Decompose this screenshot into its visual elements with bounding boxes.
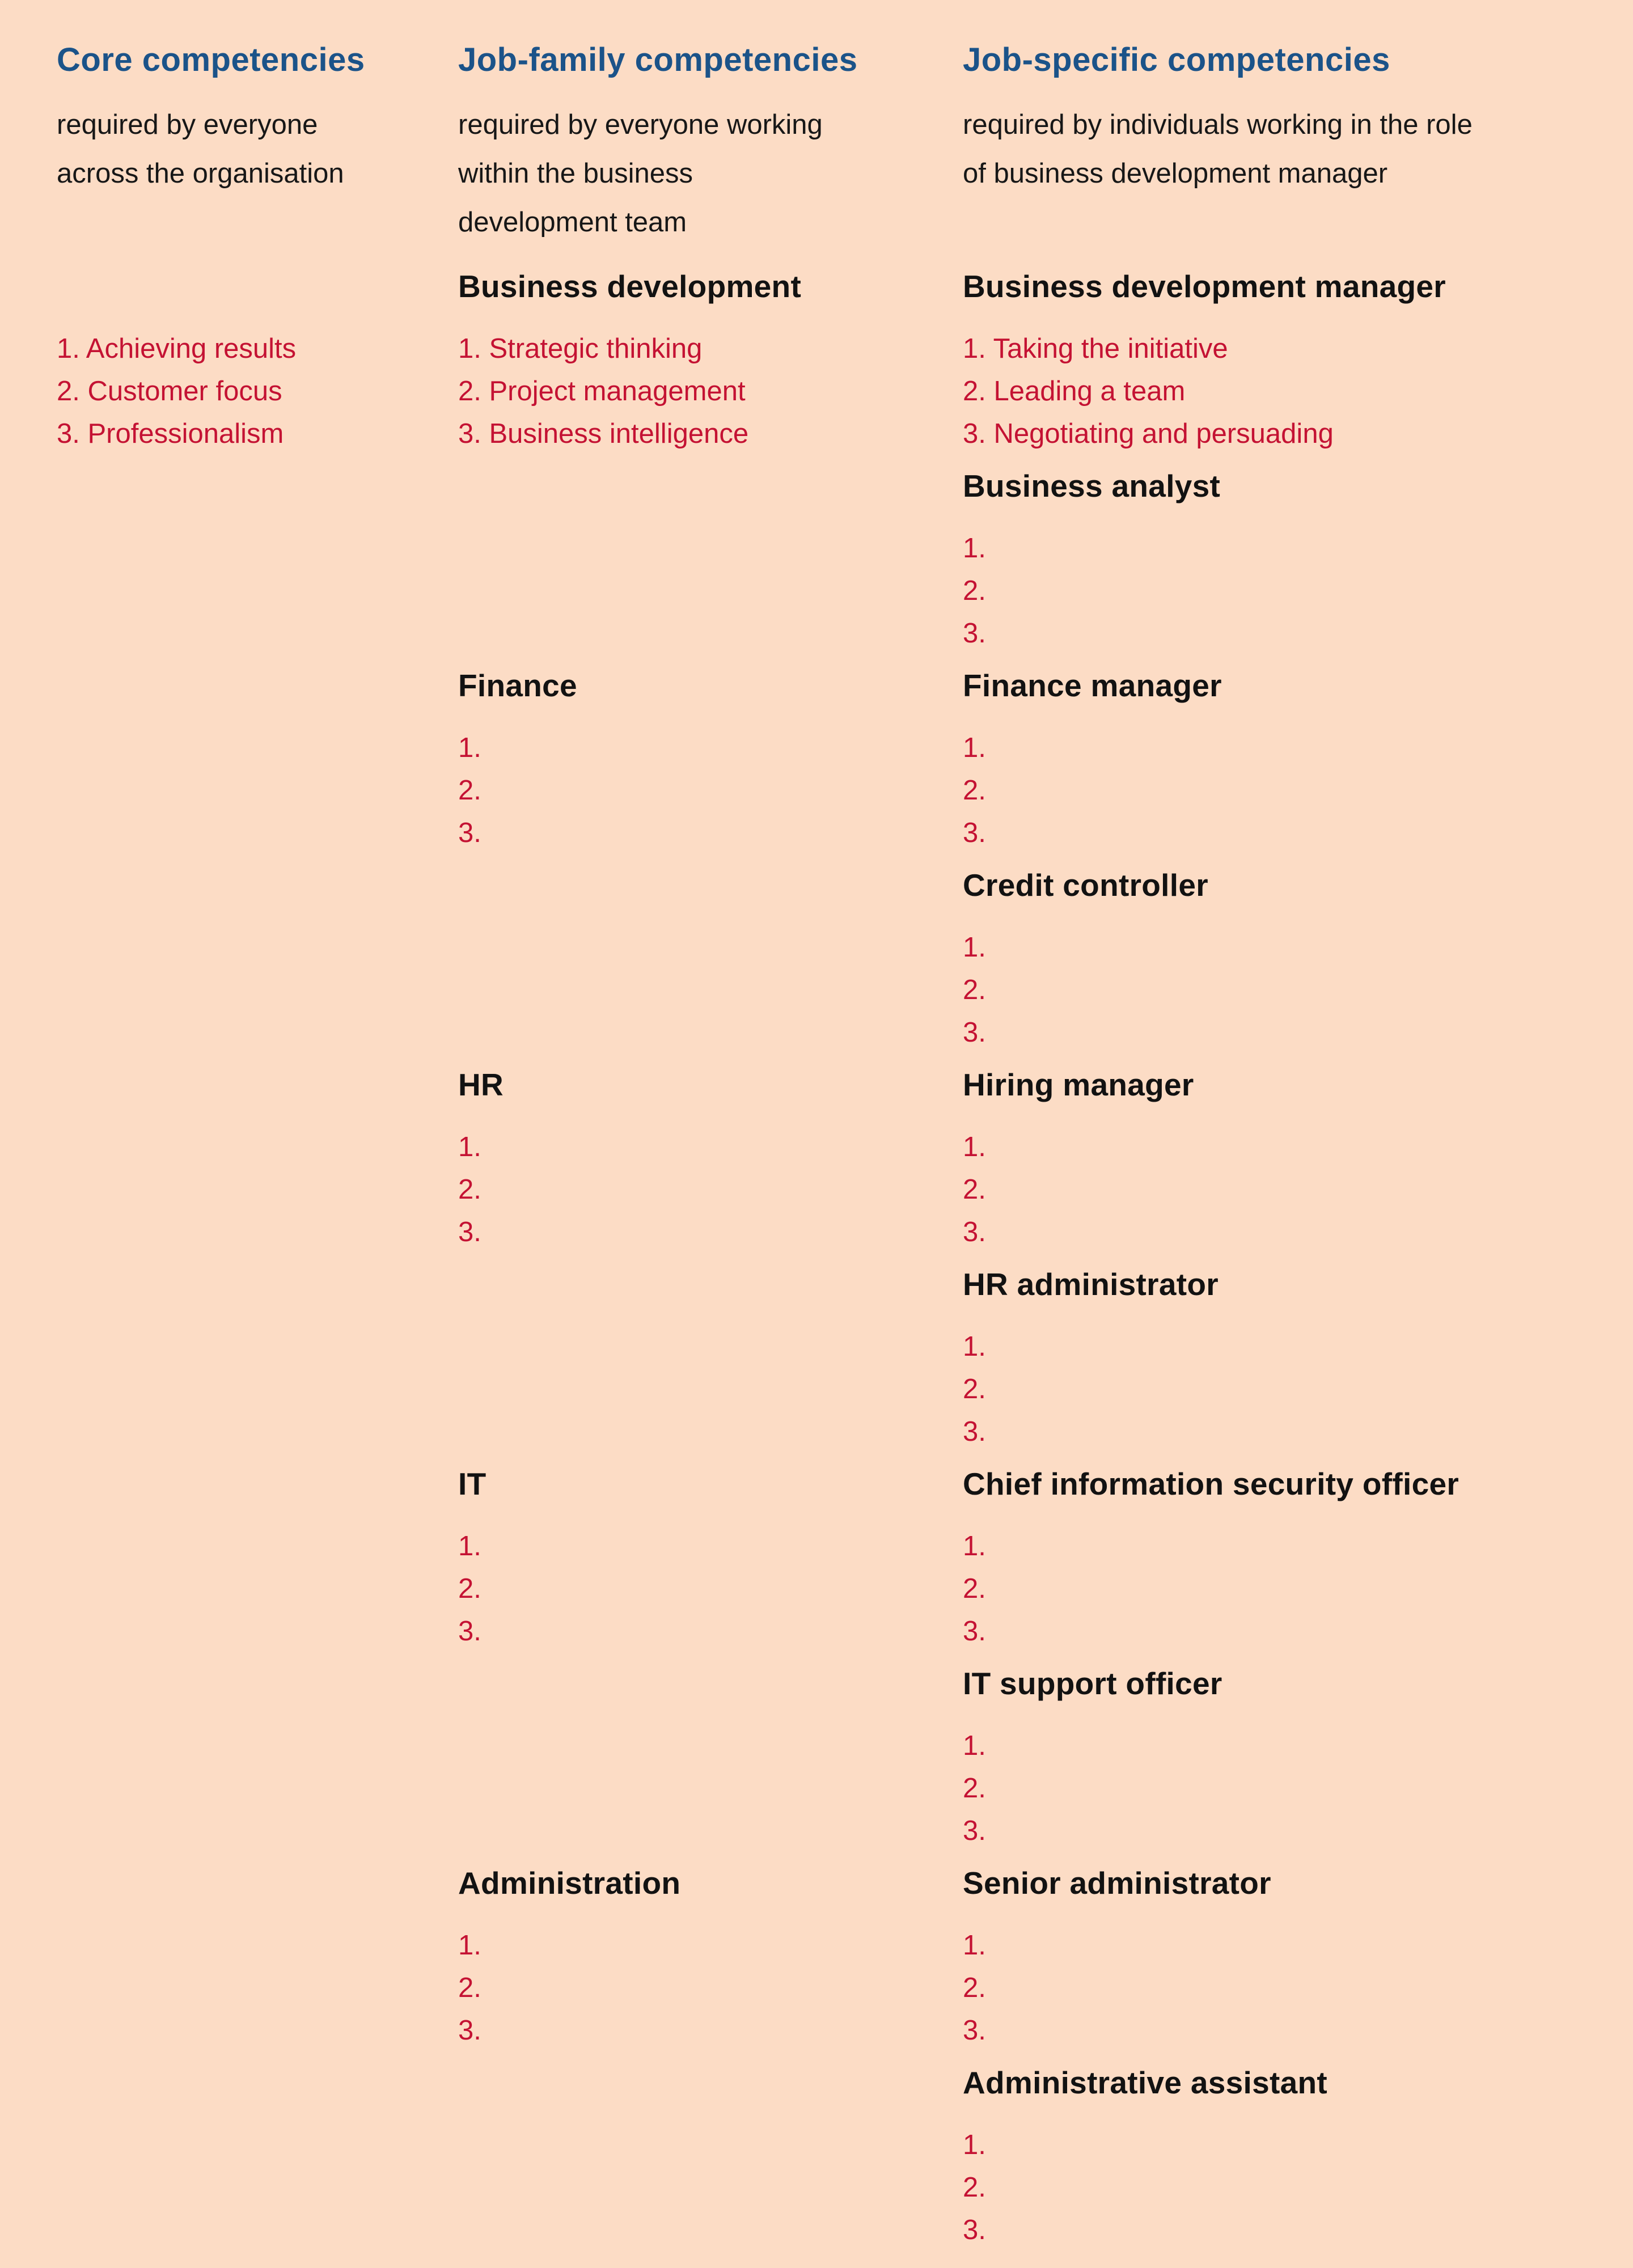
list-item: 2. <box>458 1174 481 1205</box>
list-item: 3. <box>458 2015 481 2046</box>
role-list-business-analyst <box>963 527 1633 655</box>
role-list-hiring-manager <box>963 1126 1633 1254</box>
role-heading-senior-administrator: Senior administrator <box>963 1865 1271 1901</box>
core-competencies-title: Core competencies <box>57 41 365 78</box>
role-block-business-development-manager <box>963 268 1633 467</box>
list-item: 1. <box>458 1531 481 1562</box>
list-item: 2. <box>963 1973 986 2003</box>
job-specific-competencies-subtitle: required by individuals working in the role of business development manager <box>963 109 1473 189</box>
list-item: 3. <box>963 1017 986 1048</box>
family-block-business-development <box>458 268 963 667</box>
family-block-administration <box>458 1864 963 2263</box>
core-competencies-block <box>57 268 458 2263</box>
list-item: 3. Negotiating and persuading <box>963 418 1334 449</box>
list-item: 2. <box>963 2172 986 2203</box>
list-item: 3. Professionalism <box>57 418 284 449</box>
role-heading-it-support-officer: IT support officer <box>963 1666 1222 1701</box>
job-family-competencies-header <box>458 41 963 268</box>
list-item: 1. <box>963 533 986 564</box>
role-heading-hr-administrator: HR administrator <box>963 1267 1219 1302</box>
role-heading-administrative-assistant: Administrative assistant <box>963 2065 1327 2100</box>
role-list-senior-administrator <box>963 1924 1633 2052</box>
list-item: 1. Achieving results <box>57 333 297 364</box>
role-heading-credit-controller: Credit controller <box>963 868 1208 903</box>
list-item: 2. <box>458 775 481 806</box>
list-item: 2. <box>963 1374 986 1404</box>
list-item: 2. <box>963 1174 986 1205</box>
role-list-business-development-manager <box>963 328 1633 455</box>
core-competencies-heading-spacer <box>57 268 458 305</box>
list-item: 3. <box>963 1416 986 1447</box>
role-heading-hiring-manager: Hiring manager <box>963 1067 1194 1102</box>
role-list-finance-manager <box>963 727 1633 854</box>
list-item: 2. <box>963 975 986 1005</box>
role-heading-business-analyst: Business analyst <box>963 468 1221 503</box>
list-item: 3. <box>458 1616 481 1647</box>
list-item: 3. Business intelligence <box>458 418 749 449</box>
role-block-chief-information-security-officer <box>963 1465 1633 1665</box>
role-block-credit-controller <box>963 866 1633 1066</box>
list-item: 3. <box>963 2015 986 2046</box>
list-item: 3. <box>458 818 481 848</box>
list-item: 3. <box>963 1616 986 1647</box>
family-list-it <box>458 1525 963 1653</box>
role-block-hiring-manager <box>963 1066 1633 1266</box>
list-item: 1. <box>963 932 986 963</box>
list-item: 3. <box>458 1217 481 1247</box>
role-block-it-support-officer <box>963 1665 1633 1864</box>
list-item: 1. <box>963 1531 986 1562</box>
family-heading-administration: Administration <box>458 1865 681 1901</box>
family-heading-hr: HR <box>458 1067 504 1102</box>
family-list-hr <box>458 1126 963 1254</box>
family-heading-finance: Finance <box>458 668 577 703</box>
list-item: 2. <box>963 775 986 806</box>
family-list-administration <box>458 1924 963 2052</box>
list-item: 2. <box>963 1773 986 1804</box>
role-block-senior-administrator <box>963 1864 1633 2064</box>
role-block-administrative-assistant <box>963 2064 1633 2263</box>
list-item: 1. <box>963 733 986 763</box>
core-competencies-list <box>57 328 458 455</box>
family-list-business-development <box>458 328 963 455</box>
list-item: 1. <box>963 1930 986 1961</box>
role-block-business-analyst <box>963 467 1633 667</box>
list-item: 1. <box>963 1331 986 1362</box>
role-block-finance-manager <box>963 667 1633 866</box>
list-item: 2. Project management <box>458 376 746 407</box>
family-heading-business-development: Business development <box>458 269 802 304</box>
list-item: 3. <box>963 618 986 649</box>
family-block-it <box>458 1465 963 1864</box>
list-item: 2. <box>963 1573 986 1604</box>
family-block-hr <box>458 1066 963 1465</box>
list-item: 1. Strategic thinking <box>458 333 703 364</box>
list-item: 3. <box>963 1816 986 1846</box>
family-list-finance <box>458 727 963 854</box>
role-list-administrative-assistant <box>963 2124 1633 2252</box>
list-item: 1. <box>963 1730 986 1761</box>
role-heading-finance-manager: Finance manager <box>963 668 1222 703</box>
list-item: 2. Customer focus <box>57 376 282 407</box>
job-specific-competencies-header <box>963 41 1633 268</box>
role-heading-chief-information-security-officer: Chief information security officer <box>963 1466 1459 1501</box>
list-item: 3. <box>963 1217 986 1247</box>
role-heading-business-development-manager: Business development manager <box>963 269 1446 304</box>
job-specific-competencies-title: Job-specific competencies <box>963 41 1390 78</box>
list-item: 1. <box>458 1930 481 1961</box>
core-competencies-subtitle: required by everyone across the organisation <box>57 109 344 189</box>
list-item: 2. <box>458 1973 481 2003</box>
list-item: 1. <box>458 1132 481 1162</box>
list-item: 1. <box>963 1132 986 1162</box>
role-list-it-support-officer <box>963 1725 1633 1852</box>
family-block-finance <box>458 667 963 1066</box>
family-heading-it: IT <box>458 1466 486 1501</box>
role-list-chief-information-security-officer <box>963 1525 1633 1653</box>
list-item: 3. <box>963 2215 986 2245</box>
job-family-competencies-subtitle: required by everyone working within the business development team <box>458 109 823 238</box>
job-family-competencies-title: Job-family competencies <box>458 41 858 78</box>
role-list-hr-administrator <box>963 1326 1633 1453</box>
role-block-hr-administrator <box>963 1266 1633 1465</box>
list-item: 1. <box>458 733 481 763</box>
list-item: 1. Taking the initiative <box>963 333 1228 364</box>
list-item: 2. Leading a team <box>963 376 1186 407</box>
list-item: 2. <box>458 1573 481 1604</box>
list-item: 3. <box>963 818 986 848</box>
core-competencies-header <box>57 41 458 268</box>
list-item: 2. <box>963 576 986 606</box>
role-list-credit-controller <box>963 926 1633 1054</box>
list-item: 1. <box>963 2130 986 2160</box>
